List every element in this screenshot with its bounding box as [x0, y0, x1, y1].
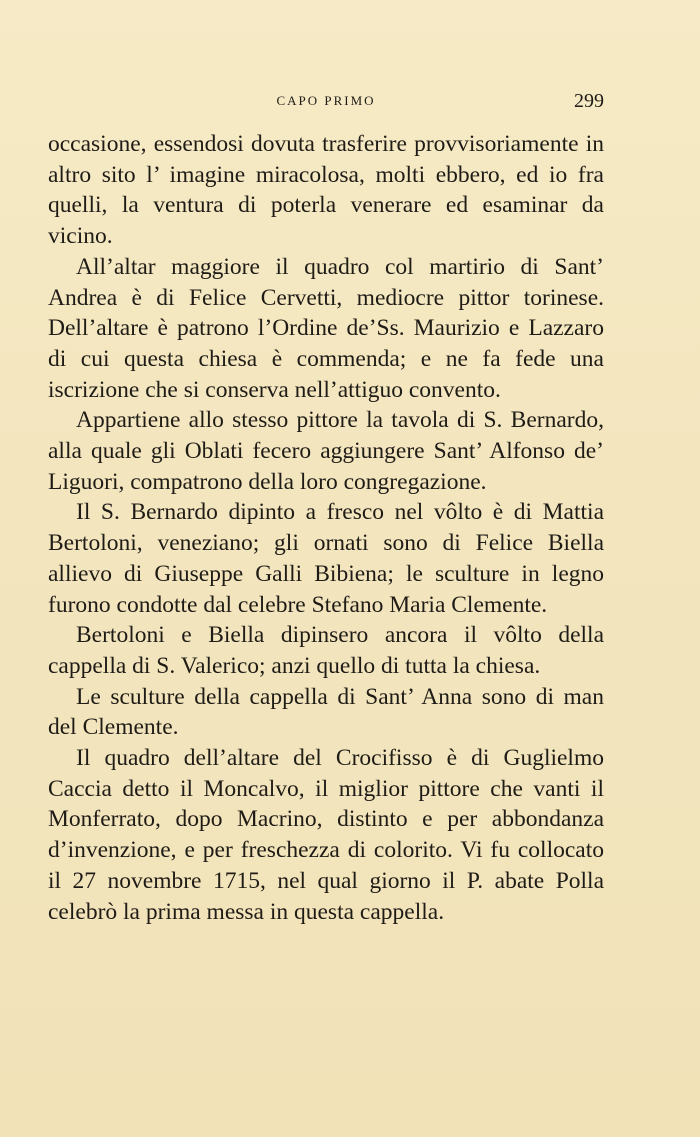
paragraph-4: Il S. Bernardo dipinto a fresco nel vôlto è di Mattia Bertoloni, veneziano; gli ornati sono di Felice Biella allievo di Giuseppe Galli Bibiena; le sculture in legno furono condotte dal celebre Stefano Maria Clemente.	[48, 499, 604, 618]
paragraph-3: Appartiene allo stesso pittore la tavola di S. Bernardo, alla quale gli Oblati fecero aggiungere Sant’ Alfonso de’ Liguori, compatrono della loro congregazione.	[48, 407, 604, 495]
paragraph-1: occasione, essendosi dovuta trasferire provvisoriamente in altro sito l’ imagine miracolosa, molti ebbero, ed io fra quelli, la ventura di poterla venerare ed esaminar da vicino.	[48, 131, 604, 250]
paragraph-5: Bertoloni e Biella dipinsero ancora il vôlto della cappella di S. Valerico; anzi quello di tutta la chiesa.	[48, 622, 604, 679]
paragraph-6: Le sculture della cappella di Sant’ Anna sono di man del Clemente.	[48, 683, 604, 741]
running-title: CAPO PRIMO	[276, 93, 376, 108]
paragraph-2: All’altar maggiore il quadro col martirio di Sant’ Andrea è di Felice Cervetti, mediocre pittor torinese. Dell’altare è patrono l’Ordine de’Ss. Maurizio e Lazzaro di cui questa chiesa è commenda; e ne fa fede una iscrizione che si conserva nell’attiguo convento.	[48, 253, 604, 403]
body-text	[48, 129, 604, 927]
running-head	[48, 90, 604, 114]
paragraph-7: Il quadro dell’altare del Crocifisso è di Guglielmo Caccia detto il Moncalvo, il miglior pittore che vanti il Monferrato, dopo Macrino, distinto e per abbondanza d’invenzione, e per freschezza di colorito. Vi fu collocato il 27 novembre 1715, nel qual giorno il P. abate Polla celebrò la prima messa in questa cappella.	[48, 745, 604, 925]
page-number: 299	[574, 90, 604, 112]
